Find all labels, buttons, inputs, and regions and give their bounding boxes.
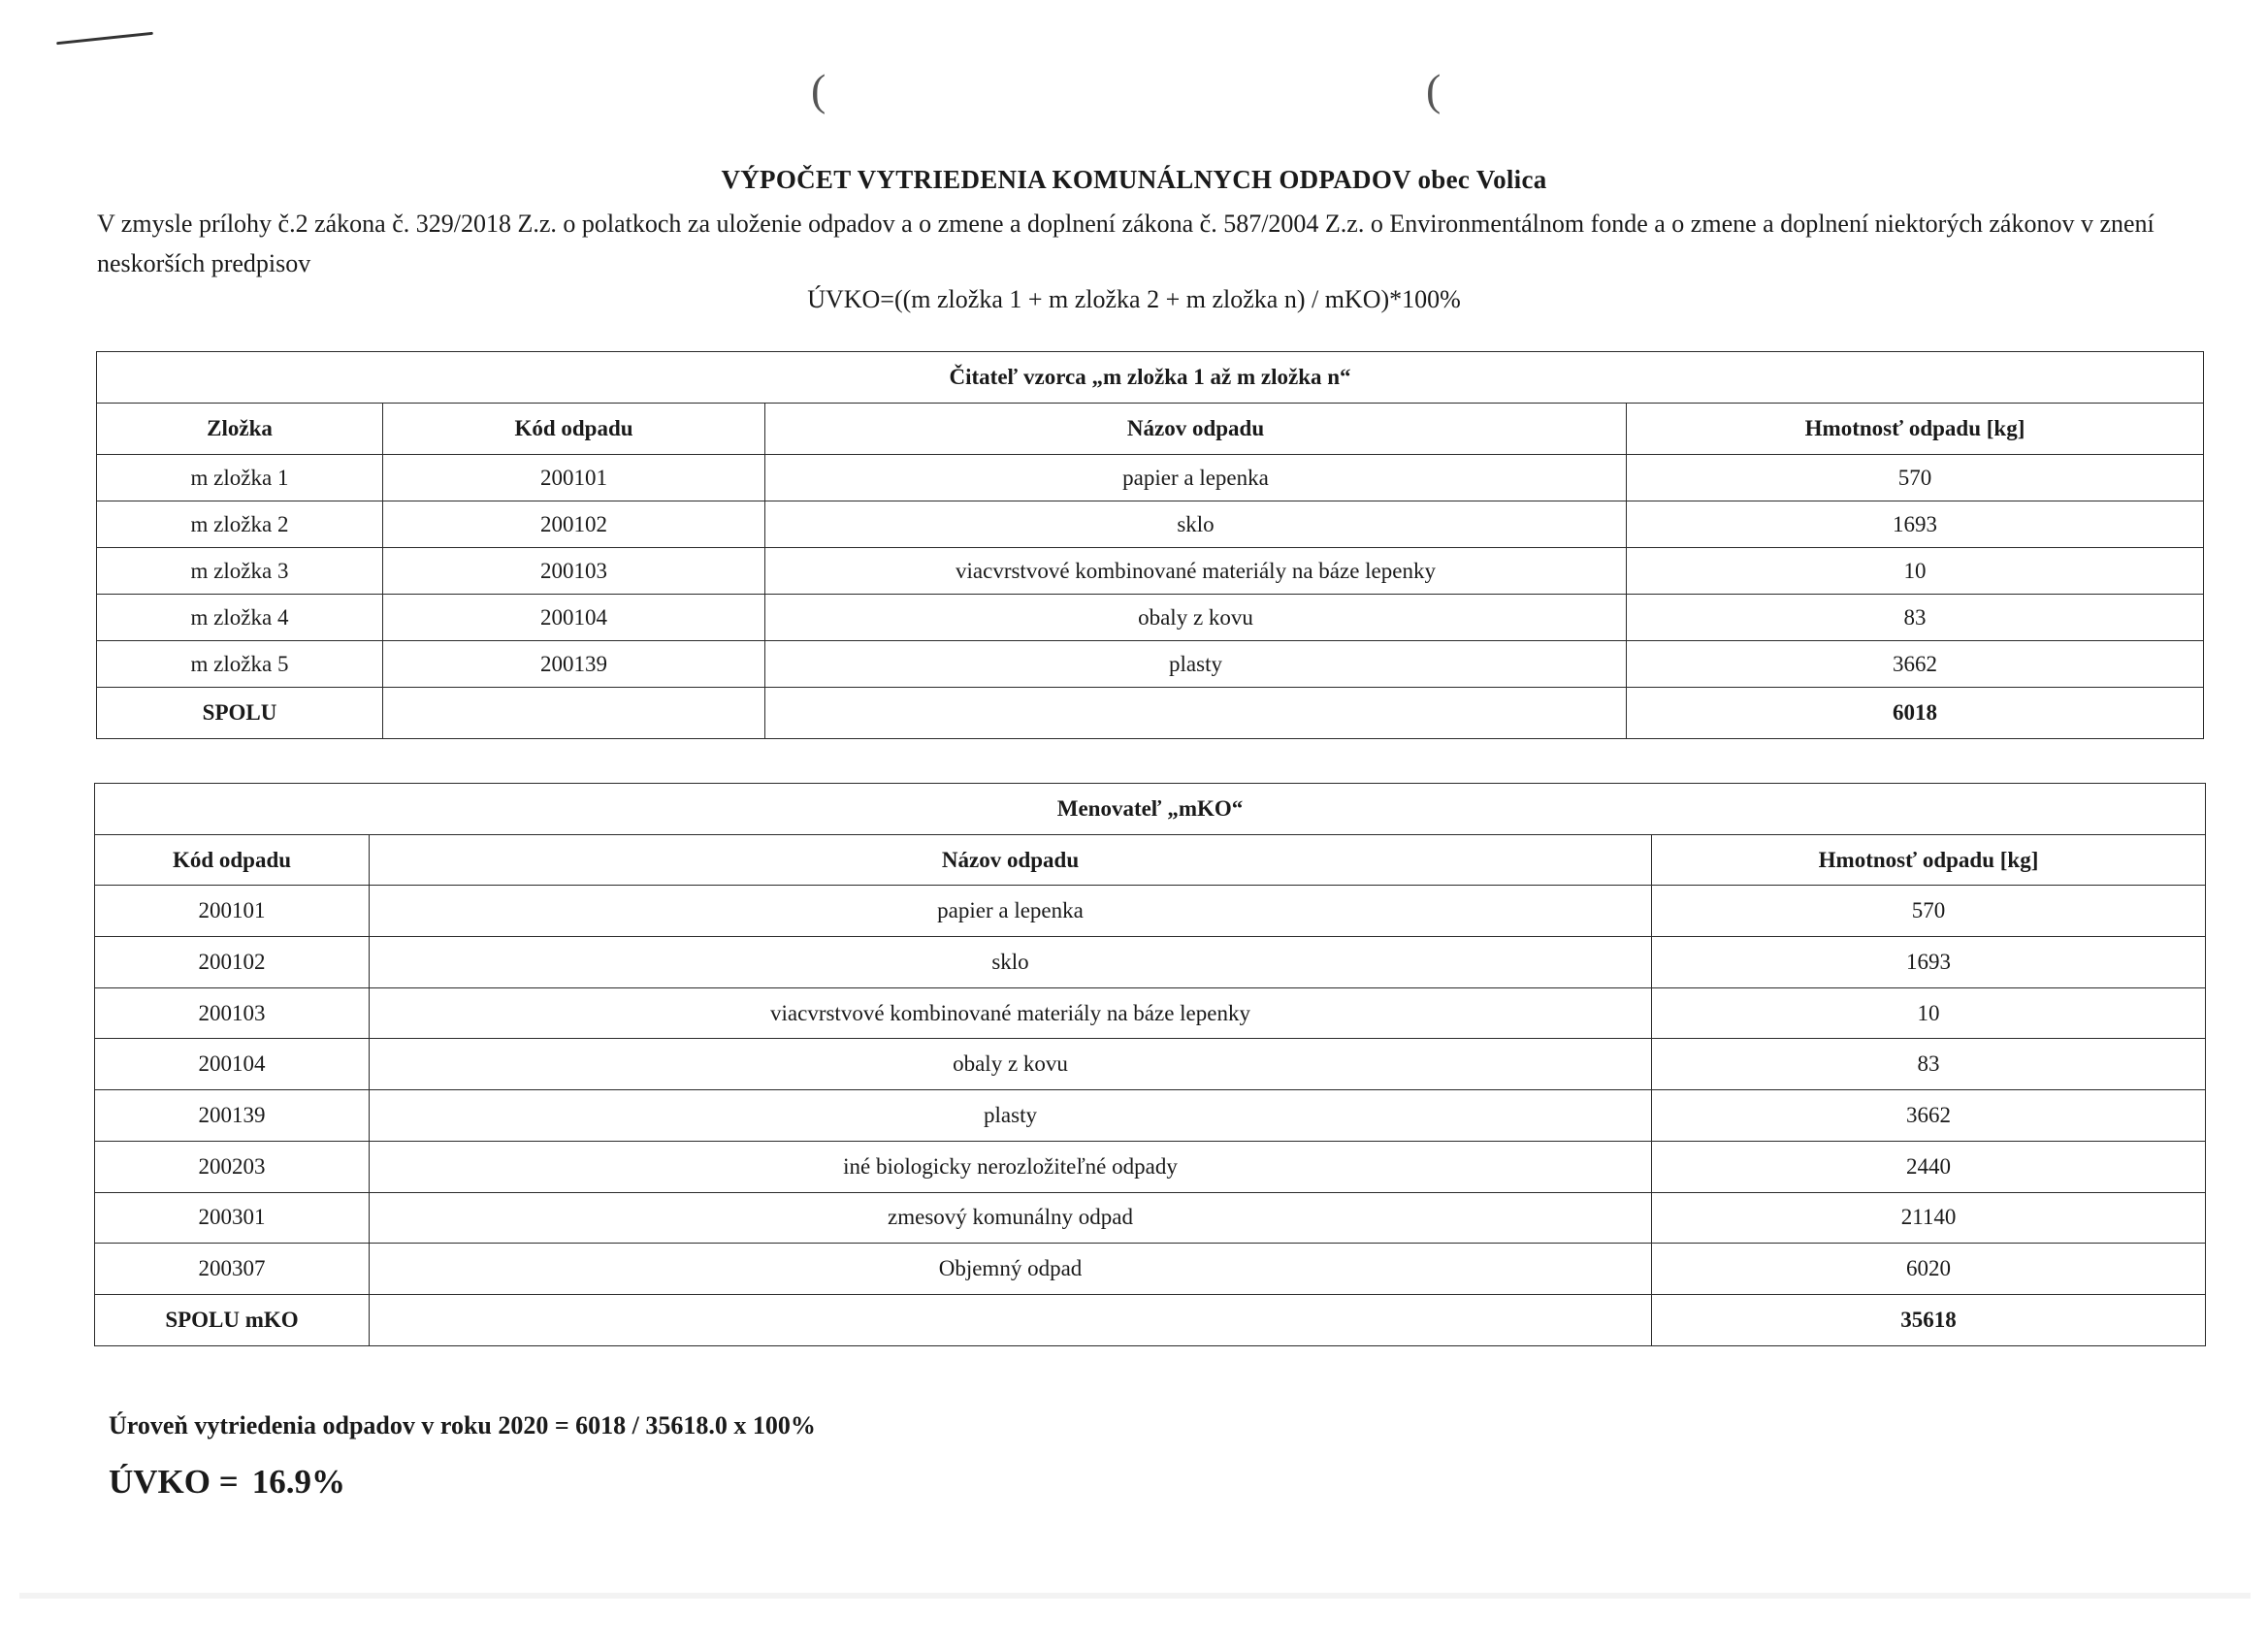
cell-weight: 3662 [1627, 641, 2204, 688]
cell-code: 200101 [383, 455, 765, 501]
header-name: Názov odpadu [370, 834, 1652, 886]
cell-component: m zložka 2 [97, 501, 383, 548]
result-summary [109, 1463, 345, 1502]
cell-name: papier a lepenka [765, 455, 1627, 501]
cell-weight: 570 [1627, 455, 2204, 501]
cell-code: 200104 [95, 1039, 370, 1090]
cell-weight: 2440 [1652, 1141, 2206, 1192]
cell-weight: 6020 [1652, 1244, 2206, 1295]
cell-code: 200301 [95, 1192, 370, 1244]
cell-weight: 1693 [1652, 937, 2206, 988]
cell-name: obaly z kovu [765, 595, 1627, 641]
cell-name: iné biologicky nerozložiteľné odpady [370, 1141, 1652, 1192]
cell-name: papier a lepenka [370, 886, 1652, 937]
cell-weight: 570 [1652, 886, 2206, 937]
cell-weight: 83 [1652, 1039, 2206, 1090]
header-code: Kód odpadu [383, 404, 765, 455]
total-label: SPOLU [97, 688, 383, 739]
table-header-row [97, 404, 2204, 455]
cell-name: plasty [765, 641, 1627, 688]
cell-code: 200203 [95, 1141, 370, 1192]
cell-code: 200139 [95, 1090, 370, 1142]
table-row [97, 548, 2204, 595]
cell-code: 200139 [383, 641, 765, 688]
scan-mark [56, 32, 153, 45]
cell-component: m zložka 3 [97, 548, 383, 595]
table-header-row [95, 834, 2206, 886]
cell-name: zmesový komunálny odpad [370, 1192, 1652, 1244]
table-row [97, 455, 2204, 501]
denominator-table [94, 783, 2206, 1346]
cell-code: 200101 [95, 886, 370, 937]
scan-edge [19, 1593, 2251, 1599]
punch-hole-mark: ( [1426, 65, 1442, 114]
cell-component: m zložka 1 [97, 455, 383, 501]
table-total-row [95, 1294, 2206, 1345]
header-weight: Hmotnosť odpadu [kg] [1627, 404, 2204, 455]
numerator-caption: Čitateľ vzorca „m zložka 1 až m zložka n“ [97, 352, 2204, 404]
header-weight: Hmotnosť odpadu [kg] [1652, 834, 2206, 886]
cell-code: 200103 [95, 987, 370, 1039]
document-title: VÝPOČET VYTRIEDENIA KOMUNÁLNYCH ODPADOV obec Volica [721, 165, 1547, 194]
table-row [97, 595, 2204, 641]
cell-name: sklo [765, 501, 1627, 548]
cell-weight: 1693 [1627, 501, 2204, 548]
cell-code: 200104 [383, 595, 765, 641]
cell-weight: 10 [1627, 548, 2204, 595]
total-value: 35618 [1652, 1294, 2206, 1345]
cell-component: m zložka 4 [97, 595, 383, 641]
cell-weight: 10 [1652, 987, 2206, 1039]
table-row [97, 641, 2204, 688]
table-row [97, 501, 2204, 548]
cell-name: obaly z kovu [370, 1039, 1652, 1090]
header-name: Názov odpadu [765, 404, 1627, 455]
result-value: 16.9% [251, 1463, 345, 1501]
cell-name: viacvrstvové kombinované materiály na báze lepenky [370, 987, 1652, 1039]
table-row [95, 1039, 2206, 1090]
cell-code: 200102 [383, 501, 765, 548]
result-label: ÚVKO = [109, 1463, 239, 1501]
table-row [95, 886, 2206, 937]
header-code: Kód odpadu [95, 834, 370, 886]
cell-weight: 3662 [1652, 1090, 2206, 1142]
numerator-table [96, 351, 2204, 739]
cell-name: plasty [370, 1090, 1652, 1142]
document-intro: V zmysle prílohy č.2 zákona č. 329/2018 Z.z. o polatkoch za uloženie odpadov a o zmene a doplnení zákona č. 587/2004 Z.z. o Environmentálnom fonde a o zmene a doplnení niektorých zákonov v znení neskorších predpisov [97, 210, 2155, 277]
cell-code: 200103 [383, 548, 765, 595]
empty-cell [765, 688, 1627, 739]
table-caption-row [97, 352, 2204, 404]
table-row [95, 987, 2206, 1039]
table-total-row [97, 688, 2204, 739]
header-component: Zložka [97, 404, 383, 455]
empty-cell [383, 688, 765, 739]
punch-hole-mark: ( [811, 65, 826, 114]
result-line: Úroveň vytriedenia odpadov v roku 2020 = 6018 / 35618.0 x 100% [109, 1411, 816, 1439]
table-row [95, 1192, 2206, 1244]
formula: ÚVKO=((m zložka 1 + m zložka 2 + m zložka n) / mKO)*100% [807, 285, 1461, 313]
empty-cell [370, 1294, 1652, 1345]
cell-code: 200307 [95, 1244, 370, 1295]
table-row [95, 937, 2206, 988]
cell-name: sklo [370, 937, 1652, 988]
cell-name: Objemný odpad [370, 1244, 1652, 1295]
denominator-caption: Menovateľ „mKO“ [95, 784, 2206, 835]
table-row [95, 1141, 2206, 1192]
table-row [95, 1244, 2206, 1295]
cell-code: 200102 [95, 937, 370, 988]
total-value: 6018 [1627, 688, 2204, 739]
table-row [95, 1090, 2206, 1142]
cell-component: m zložka 5 [97, 641, 383, 688]
total-label: SPOLU mKO [95, 1294, 370, 1345]
table-caption-row [95, 784, 2206, 835]
cell-weight: 83 [1627, 595, 2204, 641]
cell-name: viacvrstvové kombinované materiály na báze lepenky [765, 548, 1627, 595]
cell-weight: 21140 [1652, 1192, 2206, 1244]
